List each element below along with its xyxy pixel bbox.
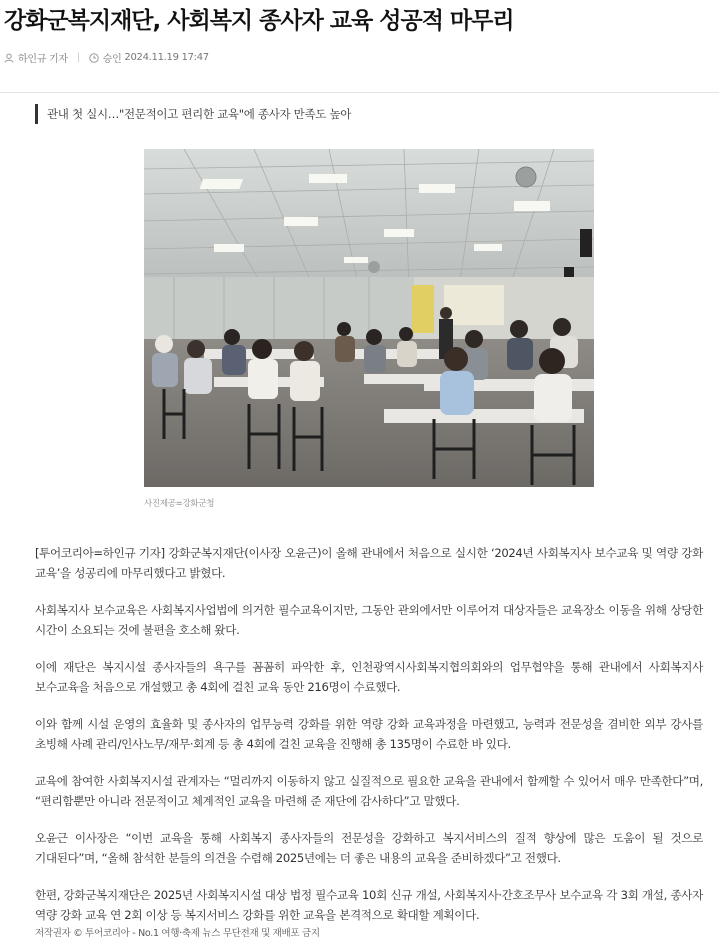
author-name[interactable]: 하인규 기자 <box>18 54 68 65</box>
training-room-photo <box>144 149 594 487</box>
article-paragraph: 사회복지사 보수교육은 사회복지사업법에 의거한 필수교육이지만, 그동안 관외에서만 이루어져 대상자들은 교육장소 이동을 위해 상당한 시간이 소요되는 것에 불편을 호소해 왔다. <box>35 603 703 637</box>
photo-caption: 사진제공=강화군청 <box>144 499 215 509</box>
clock-icon <box>89 53 99 63</box>
article-photo[interactable] <box>144 149 594 487</box>
article-paragraph: 이에 재단은 복지시설 종사자들의 욕구를 꼼꼼히 파악한 후, 인천광역시사회복지협의회와의 업무협약을 통해 관내에서 사회복지사 보수교육을 처음으로 개설했고 총 4회에 걸친 교육 동안 216명이 수료했다. <box>35 660 703 694</box>
article-paragraph: [투어코리아=하인규 기자] 강화군복지재단(이사장 오윤근)이 올해 관내에서 처음으로 실시한 ‘2024년 사회복지사 보수교육 및 역량 강화 교육’을 성공리에 마무리했다고 밝혔다. <box>35 546 703 580</box>
approval-label: 승인 <box>102 54 122 65</box>
header-divider <box>0 92 719 93</box>
meta-divider: | <box>76 52 80 63</box>
article-body <box>35 543 703 941</box>
article-meta <box>4 50 209 65</box>
article-subtitle: 관내 첫 실시…"전문적이고 편리한 교육"에 종사자 만족도 높아 <box>35 104 351 124</box>
article-paragraph: 이와 함께 시설 운영의 효율화 및 종사자의 업무능력 강화를 위한 역량 강화 교육과정을 마련했고, 능력과 전문성을 겸비한 외부 강사를 초빙해 사례 관리/인사노무/재무·회계 등 총 4회에 걸친 교육을 진행해 총 135명이 수료한 바 있다. <box>35 717 703 751</box>
approval-datetime: 2024.11.19 17:47 <box>124 52 209 63</box>
article-paragraph: 오윤근 이사장은 “이번 교육을 통해 사회복지 종사자들의 전문성을 강화하고 복지서비스의 질적 향상에 많은 도움이 될 것으로 기대된다”며, “올해 참석한 분들의 의견을 수렴해 2025년에는 더 좋은 내용의 교육을 준비하겠다”고 전했다. <box>35 831 703 865</box>
article-title: 강화군복지재단, 사회복지 종사자 교육 성공적 마무리 <box>4 8 514 34</box>
article-paragraph: 교육에 참여한 사회복지시설 관계자는 “멀리까지 이동하지 않고 실질적으로 필요한 교육을 관내에서 함께할 수 있어서 매우 만족한다”며, “편리함뿐만 아니라 전문적이고 체계적인 교육을 마련해 준 재단에 감사하다”고 말했다. <box>35 774 703 808</box>
copyright-notice: 저작권자 © 투어코리아 - No.1 여행·축제 뉴스 무단전재 및 재배포 금지 <box>35 928 320 939</box>
person-icon <box>4 53 14 63</box>
article-paragraph: 한편, 강화군복지재단은 2025년 사회복지시설 대상 법정 필수교육 10회 신규 개설, 사회복지사·간호조무사 보수교육 각 3회 개설, 종사자 역량 강화 교육 연 2회 이상 등 복지서비스 강화를 위한 교육을 본격적으로 확대할 계획이다. <box>35 888 703 922</box>
